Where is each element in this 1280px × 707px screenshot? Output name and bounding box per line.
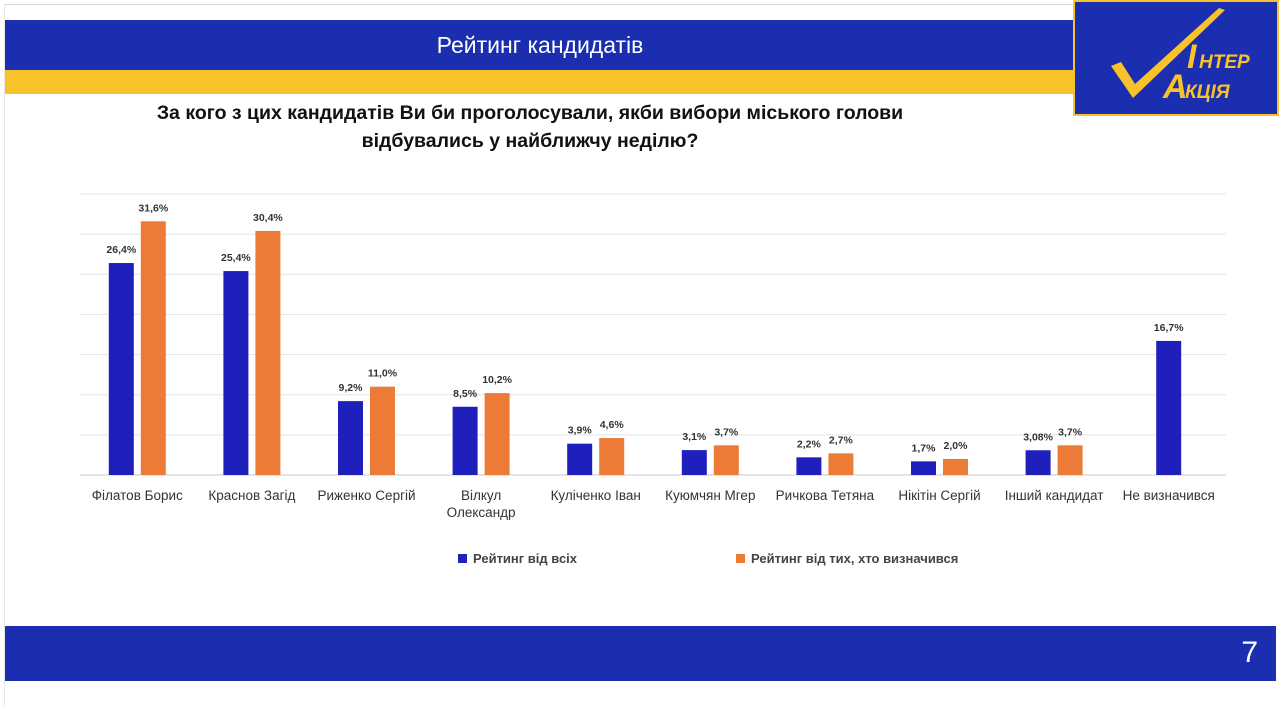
data-label: 3,9% [567,424,592,437]
logo-text-1: НТЕР [1199,52,1250,73]
data-label: 8,5% [453,387,478,400]
footer-bar [5,626,1276,681]
logo-text-2: КЦІЯ [1185,82,1230,103]
data-label: 1,7% [911,442,936,455]
bar-decided [599,438,624,475]
legend-swatch-decided [736,554,745,563]
data-label: 2,2% [796,438,821,451]
category-label: Куліченко Іван [550,488,641,503]
data-label: 26,4% [106,244,137,257]
chart-legend [0,551,1280,571]
category-label: Ричкова Тетяна [775,488,875,503]
bar-all [682,450,707,475]
bar-all [911,461,936,475]
bar-decided [943,459,968,475]
category-label: Риженко Сергій [317,488,416,503]
bar-decided [255,231,280,475]
legend-label-decided: Рейтинг від тих, хто визначився [751,551,959,566]
bar-all [567,444,592,475]
bar-decided [828,453,853,475]
category-label: Краснов Загід [208,488,296,503]
logo-letter-i: І [1187,38,1197,76]
category-label: Вілкул [460,488,502,503]
data-label: 2,7% [828,434,853,447]
legend-swatch-all [458,554,467,563]
category-label: Куюмчян Мгер [665,488,756,503]
bar-all [109,263,134,475]
category-label: Інший кандидат [1004,488,1104,503]
category-label: Філатов Борис [91,488,183,503]
data-label: 30,4% [253,211,283,224]
bar-decided [1058,445,1083,475]
data-label: 3,7% [1058,426,1083,439]
legend-item-decided [736,551,958,566]
data-label: 3,1% [682,431,707,444]
bar-all [338,401,363,475]
data-label: 10,2% [482,374,512,387]
category-label: Не визначився [1122,488,1215,503]
bar-all [453,407,478,475]
bar-all [796,457,821,475]
data-label: 16,7% [1153,321,1184,334]
question-line-2: відбувались у найближчу неділю? [361,130,699,152]
bar-decided [370,387,395,475]
bar-all [1026,450,1051,475]
data-label: 9,2% [338,382,363,395]
bar-decided [714,445,739,475]
category-label: Олександр [446,505,516,520]
bar-all [1156,341,1181,475]
data-label: 2,0% [943,439,968,452]
data-label: 3,7% [714,426,739,439]
question-line-1: За кого з цих кандидатів Ви би проголосували, якби вибори міського голови [156,102,904,124]
data-label: 25,4% [221,252,251,265]
bar-decided [485,393,510,475]
data-label: 3,08% [1023,431,1053,444]
page-number: 7 [1241,636,1258,669]
category-label: Нікітін Сергій [898,488,981,503]
legend-item-all [458,551,577,566]
legend-label-all: Рейтинг від всіх [473,551,578,566]
data-label: 11,0% [367,367,398,380]
bar-decided [141,221,166,475]
data-label: 4,6% [599,419,624,432]
bar-all [223,271,248,475]
logo-letter-a: А [1163,68,1188,106]
page-title: Рейтинг кандидатів [436,32,644,58]
data-label: 31,6% [138,202,169,215]
